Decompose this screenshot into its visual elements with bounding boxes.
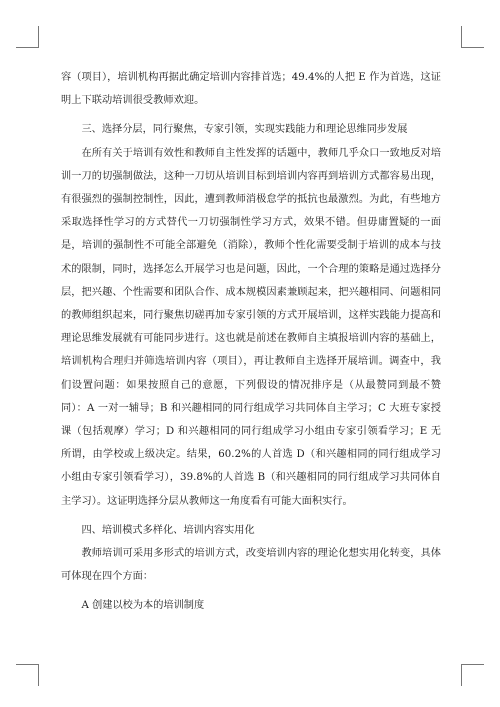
crop-mark-top-right-vertical — [461, 26, 462, 48]
crop-mark-top-right-horizontal — [462, 47, 484, 48]
crop-mark-top-left-vertical — [38, 26, 39, 48]
crop-mark-bottom-left-horizontal — [16, 664, 38, 665]
section-heading-three: 三、选择分层，同行聚焦，专家引领，实现实践能力和理论思维同步发展 — [81, 124, 408, 136]
paragraph-continuation: 容（项目），培训机构再据此确定培训内容排首选；49.4%的人把 E 作为首选，这证明上下联动培训很受教师欢迎。 — [61, 72, 441, 107]
crop-mark-bottom-right-vertical — [461, 664, 462, 686]
paragraph-section-four-body: 教师培训可采用多形式的培训方式，改变培训内容的理论化想实用化转变，具体可体现在四个方面： — [61, 548, 441, 583]
crop-mark-bottom-left-vertical — [38, 664, 39, 686]
section-heading-four: 四、培训模式多样化、培训内容实用化 — [81, 524, 255, 536]
paragraph-section-three-body: 在所有关于培训有效性和教师自主性发挥的话题中，教师几乎众口一致地反对培训一刀的切强制做法，这种一刀切从培训目标到培训内容再到培训方式都容易出现，有很强烈的强制控制性，因此，遭到教师消极怠学的抵抗也最激烈。为此，有些地方采取选择性学习的方式替代一刀切强制性学习方式，效果不错。但毋庸置疑的一面是，培训的强制性不可能全部避免（消除），教师个性化需要受制于培训的成本与技术的限制，同时，选择怎么开展学习也是问题，因此，一个合理的策略是通过选择分层，把兴趣、个性需要和团队合作、成本规模因素兼顾起来，把兴趣相同、问题相同的教师组织起来，同行聚焦切磋再加专家引领的方式开展培训，这样实践能力提高和理论思维发展就有可能同步进行。这也就是前述在教师自主填报培训内容的基础上，培训机构合理归并筛选培训内容（项目），再让教师自主选择开展培训。调查中，我们设置问题：如果按照自己的意愿，下列假设的情况排序是（从最赞同到最不赞同）：A 一对一辅导；B 和兴趣相同的同行组成学习共同体自主学习；C 大班专家授课（包括观摩）学习；D 和兴趣相同的同行组成学习小组由专家引领看学习；E 无所谓，由学校或上级决定。结果，60.2%的人首选 D（和兴趣相同的同行组成学习小组由专家引领看学习），39.8%的人首选 B（和兴趣相同的同行组成学习共同体自主学习）。这证明选择分层从教师这一角度看有可能大面积实行。 — [61, 147, 441, 507]
document-body — [61, 66, 441, 618]
crop-mark-bottom-right-horizontal — [462, 664, 484, 665]
crop-mark-top-left-horizontal — [16, 47, 38, 48]
subheading-a: A 创建以校为本的培训制度 — [81, 600, 205, 612]
